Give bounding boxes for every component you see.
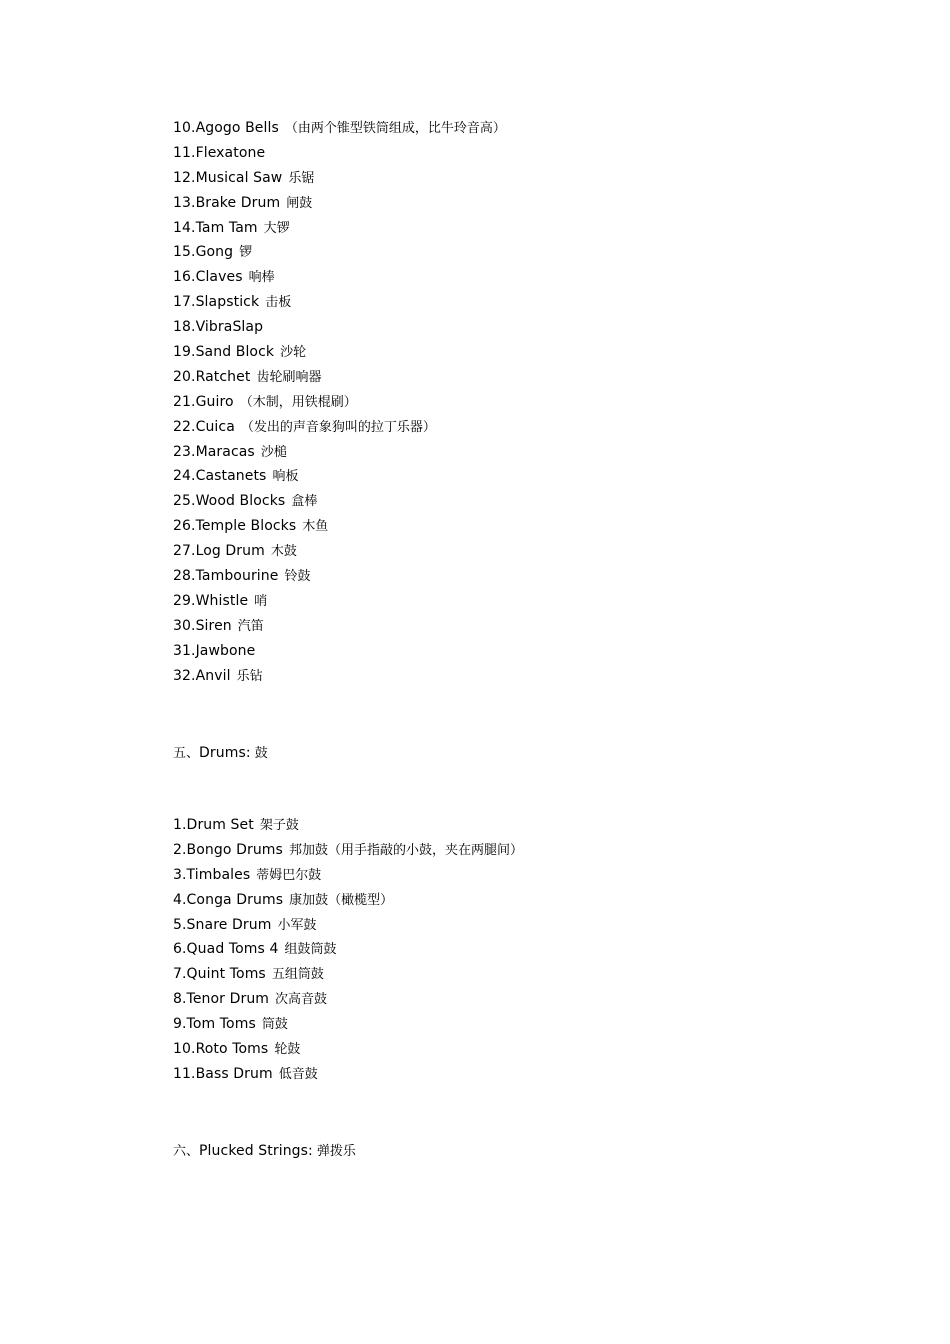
item-english: 8.Tenor Drum [173, 991, 270, 1008]
item-english: 32.Anvil [173, 667, 231, 684]
item-chinese: 康加鼓（橄榄型） [289, 892, 394, 908]
list-item [173, 216, 506, 241]
item-english: 22.Cuica [173, 418, 235, 435]
item-english: 9.Tom Toms [173, 1016, 256, 1033]
list-item [173, 315, 506, 340]
item-english: 26.Temple Blocks [173, 518, 297, 535]
item-english: 19.Sand Block [173, 344, 275, 361]
list-item [173, 464, 506, 489]
list-item [173, 937, 523, 962]
list-item [173, 962, 523, 987]
item-english: 14.Tam Tam [173, 219, 258, 236]
item-chinese: 响棒 [248, 270, 275, 286]
item-chinese: 铃鼓 [284, 569, 311, 585]
item-english: 20.Ratchet [173, 368, 251, 385]
heading-english: Plucked Strings: [199, 1143, 313, 1159]
section-heading-drums [173, 741, 268, 766]
item-chinese: 汽笛 [237, 618, 264, 634]
item-chinese: （发出的声音象狗叫的拉丁乐器） [240, 419, 436, 435]
list-item [173, 888, 523, 913]
item-chinese: 木鱼 [302, 519, 329, 535]
item-chinese: 五组筒鼓 [271, 967, 324, 983]
item-english: 10.Roto Toms [173, 1041, 269, 1058]
item-chinese: 次高音鼓 [275, 992, 328, 1008]
list-item [173, 514, 506, 539]
list-item [173, 813, 523, 838]
item-english: 21.Guiro [173, 393, 234, 410]
list-item [173, 340, 506, 365]
item-english: 2.Bongo Drums [173, 841, 283, 858]
item-chinese: 沙槌 [260, 444, 287, 460]
heading-number: 五、 [173, 746, 200, 761]
list-item [173, 116, 506, 141]
list-item [173, 141, 506, 166]
heading-english: Drums: [199, 745, 251, 761]
item-english: 17.Slapstick [173, 294, 260, 311]
list-item [173, 1012, 523, 1037]
item-chinese: 响板 [272, 469, 299, 485]
item-english: 24.Castanets [173, 468, 267, 485]
item-english: 27.Log Drum [173, 543, 265, 560]
item-english: 31.Jawbone [173, 642, 256, 659]
item-english: 5.Snare Drum [173, 916, 272, 933]
item-chinese: 乐钻 [236, 668, 263, 684]
heading-chinese: 鼓 [254, 746, 268, 761]
item-chinese: 哨 [254, 593, 268, 609]
item-chinese: 小军鼓 [277, 917, 317, 933]
item-chinese: 齿轮刷响器 [256, 369, 322, 385]
list-item [173, 614, 506, 639]
list-item [173, 863, 523, 888]
item-chinese: 组鼓筒鼓 [284, 942, 337, 958]
item-chinese: 盒棒 [291, 494, 318, 510]
item-english: 6.Quad Toms 4 [173, 941, 279, 958]
item-english: 11.Flexatone [173, 144, 266, 161]
item-english: 10.Agogo Bells [173, 120, 279, 136]
list-item [173, 913, 523, 938]
list-item [173, 987, 523, 1012]
item-chinese: 闸鼓 [286, 195, 313, 211]
item-english: 11.Bass Drum [173, 1065, 273, 1082]
percussion-list [173, 116, 506, 688]
item-english: 28.Tambourine [173, 568, 279, 585]
item-chinese: 蒂姆巴尔鼓 [256, 867, 322, 883]
item-english: 15.Gong [173, 244, 234, 261]
list-item [173, 539, 506, 564]
list-item [173, 440, 506, 465]
item-chinese: 乐锯 [288, 170, 315, 186]
list-item [173, 415, 506, 440]
item-chinese: 木鼓 [270, 544, 297, 560]
list-item [173, 240, 506, 265]
list-item [173, 664, 506, 689]
drums-list [173, 813, 523, 1087]
item-english: 18.VibraSlap [173, 319, 264, 336]
item-english: 7.Quint Toms [173, 966, 266, 983]
list-item [173, 589, 506, 614]
list-item [173, 290, 506, 315]
list-item [173, 1062, 523, 1087]
list-item [173, 365, 506, 390]
list-item [173, 166, 506, 191]
item-chinese: 击板 [265, 295, 292, 311]
heading-chinese: 弹拨乐 [316, 1144, 356, 1159]
item-chinese: （木制，用铁棍刷） [239, 394, 357, 410]
item-chinese: 邦加鼓（用手指敲的小鼓，夹在两腿间） [288, 842, 523, 858]
list-item [173, 838, 523, 863]
item-english: 12.Musical Saw [173, 169, 283, 186]
item-english: 4.Conga Drums [173, 891, 284, 908]
list-item [173, 489, 506, 514]
item-english: 23.Maracas [173, 443, 255, 460]
item-english: 3.Timbales [173, 866, 251, 883]
item-english: 29.Whistle [173, 592, 249, 609]
section-heading-plucked-strings [173, 1139, 356, 1164]
list-item [173, 390, 506, 415]
item-english: 16.Claves [173, 269, 243, 286]
list-item [173, 265, 506, 290]
item-chinese: 大锣 [263, 220, 290, 236]
list-item [173, 564, 506, 589]
item-chinese: 低音鼓 [278, 1066, 318, 1082]
item-chinese: 锣 [239, 245, 253, 261]
item-chinese: 筒鼓 [261, 1017, 288, 1033]
item-english: 1.Drum Set [173, 817, 254, 833]
item-chinese: 架子鼓 [259, 818, 299, 833]
item-chinese: 沙轮 [280, 345, 307, 361]
item-english: 13.Brake Drum [173, 194, 281, 211]
heading-number: 六、 [173, 1144, 200, 1159]
item-english: 25.Wood Blocks [173, 493, 286, 510]
item-english: 30.Siren [173, 617, 232, 634]
list-item [173, 191, 506, 216]
list-item [173, 639, 506, 664]
item-chinese: （由两个锥型铁筒组成，比牛玲音高） [284, 121, 506, 136]
list-item [173, 1037, 523, 1062]
item-chinese: 轮鼓 [274, 1042, 301, 1058]
